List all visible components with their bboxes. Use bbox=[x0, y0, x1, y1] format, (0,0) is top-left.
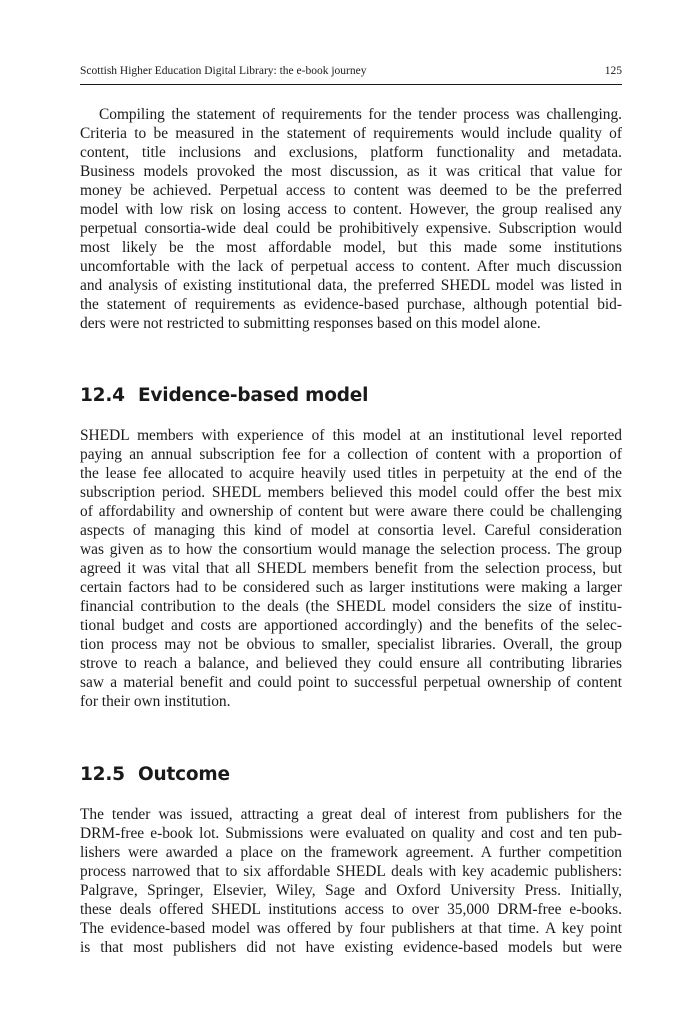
section-number: 12.5 bbox=[80, 764, 125, 785]
text-line: and analysis of existing institutional data, the preferred SHEDL model was listed in bbox=[80, 277, 622, 294]
section-12-5-paragraph bbox=[80, 805, 622, 957]
text-line: The tender was issued, attracting a great deal of interest from publishers for the bbox=[80, 806, 622, 823]
header-rule bbox=[80, 84, 622, 85]
text-line: of affordability and ownership of content but were aware there could be challenging bbox=[80, 503, 622, 520]
text-line: these deals offered SHEDL institutions access to over 35,000 DRM-free e-books. bbox=[80, 901, 622, 918]
text-line: content, title inclusions and exclusions, platform functionality and metadata. bbox=[80, 144, 622, 161]
running-head bbox=[80, 64, 622, 82]
text-line: tional budget and costs are apportioned accordingly) and the benefits of the selec- bbox=[80, 617, 622, 634]
text-line: financial contribution to the deals (the SHEDL model considers the size of institu- bbox=[80, 598, 622, 615]
section-heading-12-5 bbox=[80, 763, 622, 787]
page-number: 125 bbox=[604, 65, 622, 77]
text-line: Criteria to be measured in the statement of requirements would include quality of bbox=[80, 125, 622, 142]
section-heading-12-4 bbox=[80, 384, 622, 408]
text-line: lishers were awarded a place on the framework agreement. A further competition bbox=[80, 844, 622, 861]
text-line: money be achieved. Perpetual access to content was deemed to be the preferred bbox=[80, 182, 622, 199]
section-number: 12.4 bbox=[80, 385, 125, 406]
text-line: Business models provoked the most discussion, as it was critical that value for bbox=[80, 163, 622, 180]
text-line: perpetual consortia-wide deal could be prohibitively expensive. Subscription would bbox=[80, 220, 622, 237]
text-line: ders were not restricted to submitting responses based on this model alone. bbox=[80, 315, 541, 332]
section-title: Outcome bbox=[138, 764, 230, 785]
text-line: model with low risk on losing access to content. However, the group realised any bbox=[80, 201, 622, 218]
text-line: SHEDL members with experience of this model at an institutional level reported bbox=[80, 427, 622, 444]
text-line: saw a material benefit and could point to successful perpetual ownership of content bbox=[80, 674, 622, 691]
text-line: uncomfortable with the lack of perpetual access to content. After much discussion bbox=[80, 258, 622, 275]
text-line: aspects of managing this kind of model at consortia level. Careful consideration bbox=[80, 522, 622, 539]
text-line: process narrowed that to six affordable SHEDL deals with key academic publishers: bbox=[80, 863, 622, 880]
text-line: tion process may not be obvious to smaller, specialist libraries. Overall, the group bbox=[80, 636, 622, 653]
text-line: certain factors had to be considered such as larger institutions were making a larger bbox=[80, 579, 622, 596]
section-title: Evidence-based model bbox=[138, 385, 369, 406]
running-head-title: Scottish Higher Education Digital Library: the e-book journey bbox=[80, 65, 367, 77]
text-line: the statement of requirements as evidence-based purchase, although potential bid- bbox=[80, 296, 622, 313]
text-line: was given as to how the consortium would manage the selection process. The group bbox=[80, 541, 622, 558]
text-line: The evidence-based model was offered by four publishers at that time. A key point bbox=[80, 920, 622, 937]
section-12-4-paragraph bbox=[80, 426, 622, 711]
text-line: subscription period. SHEDL members believed this model could offer the best mix bbox=[80, 484, 622, 501]
intro-paragraph bbox=[80, 105, 622, 333]
text-line: most likely be the most affordable model, but this made some institutions bbox=[80, 239, 622, 256]
text-line: strove to reach a balance, and believed they could ensure all contributing libraries bbox=[80, 655, 622, 672]
text-line: Palgrave, Springer, Elsevier, Wiley, Sage and Oxford University Press. Initially, bbox=[80, 882, 622, 899]
text-line: the lease fee allocated to acquire heavily used titles in perpetuity at the end of the bbox=[80, 465, 622, 482]
text-line: DRM-free e-book lot. Submissions were evaluated on quality and cost and ten pub- bbox=[80, 825, 622, 842]
text-line: Compiling the statement of requirements for the tender process was challenging. bbox=[99, 106, 622, 123]
text-line: agreed it was vital that all SHEDL members benefit from the selection process, but bbox=[80, 560, 622, 577]
text-line: for their own institution. bbox=[80, 693, 231, 710]
text-line: is that most publishers did not have existing evidence-based models but were bbox=[80, 939, 622, 956]
text-line: paying an annual subscription fee for a collection of content with a proportion of bbox=[80, 446, 622, 463]
